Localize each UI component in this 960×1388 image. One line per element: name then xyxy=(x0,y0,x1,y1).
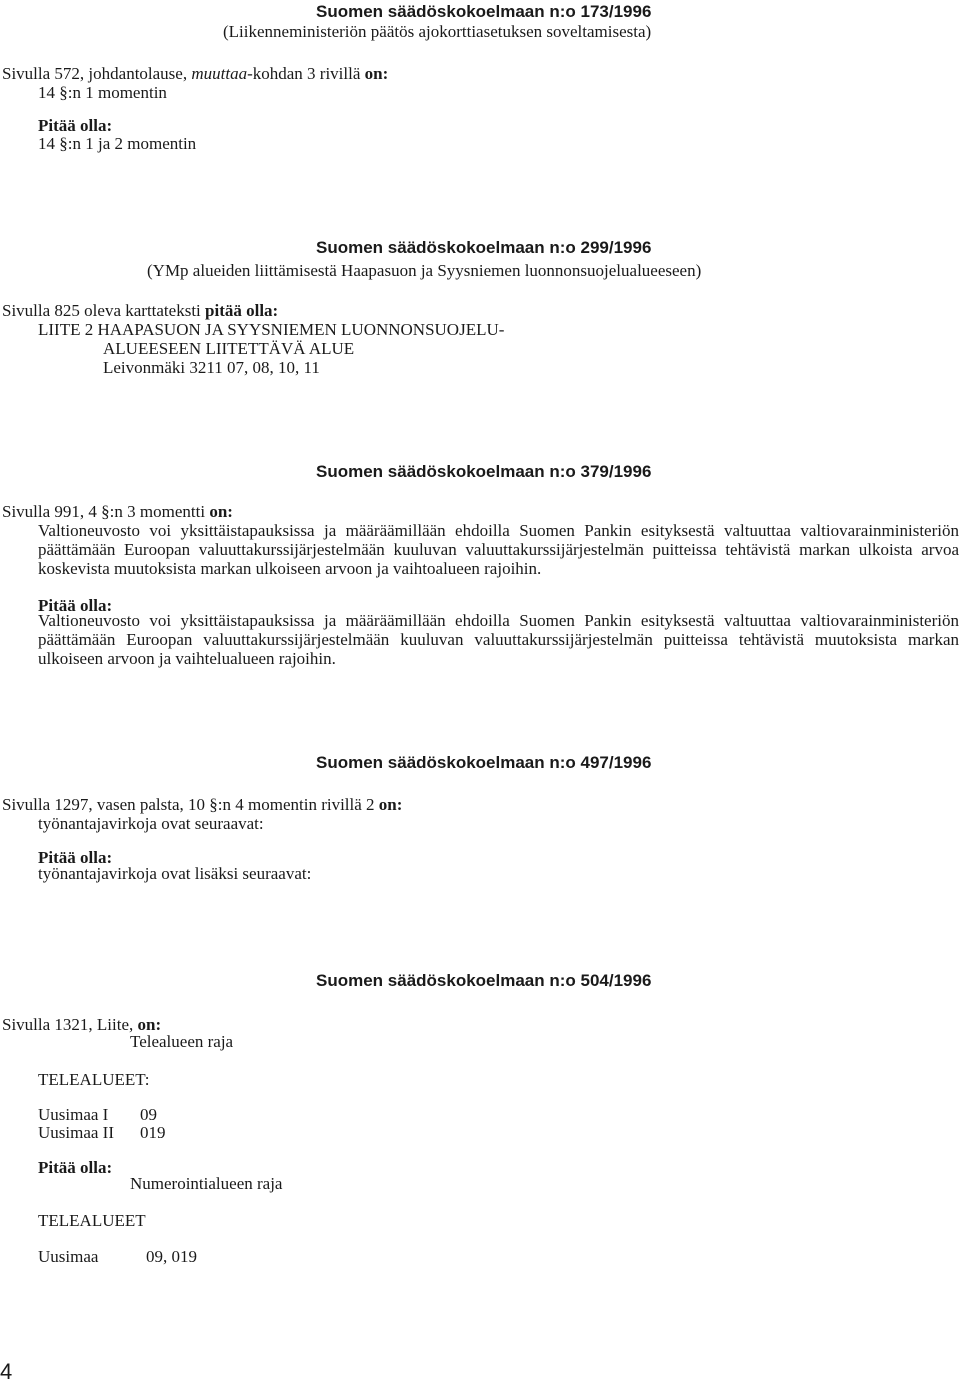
s299-line2: ALUEESEEN LIITETTÄVÄ ALUE xyxy=(103,339,355,358)
s504-new-head: Numerointialueen raja xyxy=(130,1174,283,1193)
s299-intro xyxy=(2,301,278,320)
s504-new-row1-value: 09, 019 xyxy=(146,1247,197,1266)
s504-old-row1-value: 09 xyxy=(140,1105,157,1124)
page-number: 4 xyxy=(0,1359,13,1384)
s299-intro-a: Sivulla 825 oleva karttateksti xyxy=(2,301,206,320)
s173-subtitle: (Liikenneministeriön päätös ajokorttiasetuksen soveltamisesta) xyxy=(223,22,652,41)
s497-new: työnantajavirkoja ovat lisäksi seuraavat: xyxy=(38,864,312,883)
s299-line3: Leivonmäki 3211 07, 08, 10, 11 xyxy=(103,358,320,377)
s379-intro-a: Sivulla 991, 4 §:n 3 momentti xyxy=(2,502,210,521)
s497-intro xyxy=(2,795,402,814)
s299-should-label: pitää olla: xyxy=(205,301,279,320)
s504-title: Suomen säädöskokoelmaan n:o 504/1996 xyxy=(316,971,652,990)
s173-should-label: Pitää olla: xyxy=(38,116,113,135)
s299-line1: LIITE 2 HAAPASUON JA SYYSNIEMEN LUONNONSUOJELU- xyxy=(38,320,505,339)
s504-old-row1-name: Uusimaa I xyxy=(38,1105,109,1124)
s379-should-label: Pitää olla: xyxy=(38,596,113,615)
s173-on-label: on: xyxy=(364,64,389,83)
s173-new: 14 §:n 1 ja 2 momentin xyxy=(38,134,197,153)
s173-intro-a: Sivulla 572, johdantolause, xyxy=(2,64,192,83)
s299-subtitle: (YMp alueiden liittämisestä Haapasuon ja Syysniemen luonnonsuojelualueeseen) xyxy=(147,261,702,280)
s379-new-text: Valtioneuvosto voi yksittäistapauksissa ja määräämillään ehdoilla Suomen Pankin esityksestä valtuuttaa valtiovarainministeriön päättämään Euroopan valuuttakurssijärjestelmään kuuluvan valuuttakurssijärjestelmän puitteissa tehtävistä muutoksista markan ulkoiseen arvoon ja vaihtelualueen rajoihin. xyxy=(38,611,959,668)
s497-old: työnantajavirkoja ovat seuraavat: xyxy=(38,814,264,833)
s379-on-label: on: xyxy=(209,502,233,521)
s504-should-label: Pitää olla: xyxy=(38,1158,113,1177)
s379-old-text: Valtioneuvosto voi yksittäistapauksissa ja määräämillään ehdoilla Suomen Pankin esityksestä valtuuttaa valtiovarainministeriön päättämään Euroopan valuuttakurssijärjestelmään kuuluvan valuuttakurssijärjestelmän puitteissa tehtävistä markan ulkoista arvoa koskevista muutoksista markan ulkoiseen arvoon ja vaihtoalueen rajoihin. xyxy=(38,521,959,578)
s173-intro-em: muuttaa xyxy=(191,64,248,83)
s504-old-head: Telealueen raja xyxy=(130,1032,234,1051)
s504-old-label: TELEALUEET: xyxy=(38,1070,150,1089)
s379-title: Suomen säädöskokoelmaan n:o 379/1996 xyxy=(316,462,652,481)
s497-intro-a: Sivulla 1297, vasen palsta, 10 §:n 4 momentin rivillä 2 xyxy=(2,795,379,814)
s497-on-label: on: xyxy=(378,795,403,814)
s379-intro xyxy=(2,502,233,521)
s504-new-row1-name: Uusimaa xyxy=(38,1247,99,1266)
s173-title: Suomen säädöskokoelmaan n:o 173/1996 xyxy=(316,2,652,21)
s504-intro-a: Sivulla 1321, Liite, xyxy=(2,1015,138,1034)
s504-old-row2-value: 019 xyxy=(140,1123,166,1142)
s504-new-label: TELEALUEET xyxy=(38,1211,146,1230)
s299-title: Suomen säädöskokoelmaan n:o 299/1996 xyxy=(316,238,652,257)
s173-old: 14 §:n 1 momentin xyxy=(38,83,167,102)
s173-intro-b: -kohdan 3 rivillä xyxy=(247,64,365,83)
s497-title: Suomen säädöskokoelmaan n:o 497/1996 xyxy=(316,753,652,772)
s504-on-label: on: xyxy=(137,1015,162,1034)
s504-old-row2-name: Uusimaa II xyxy=(38,1123,115,1142)
s173-intro xyxy=(2,64,388,83)
s497-should-label: Pitää olla: xyxy=(38,848,113,867)
